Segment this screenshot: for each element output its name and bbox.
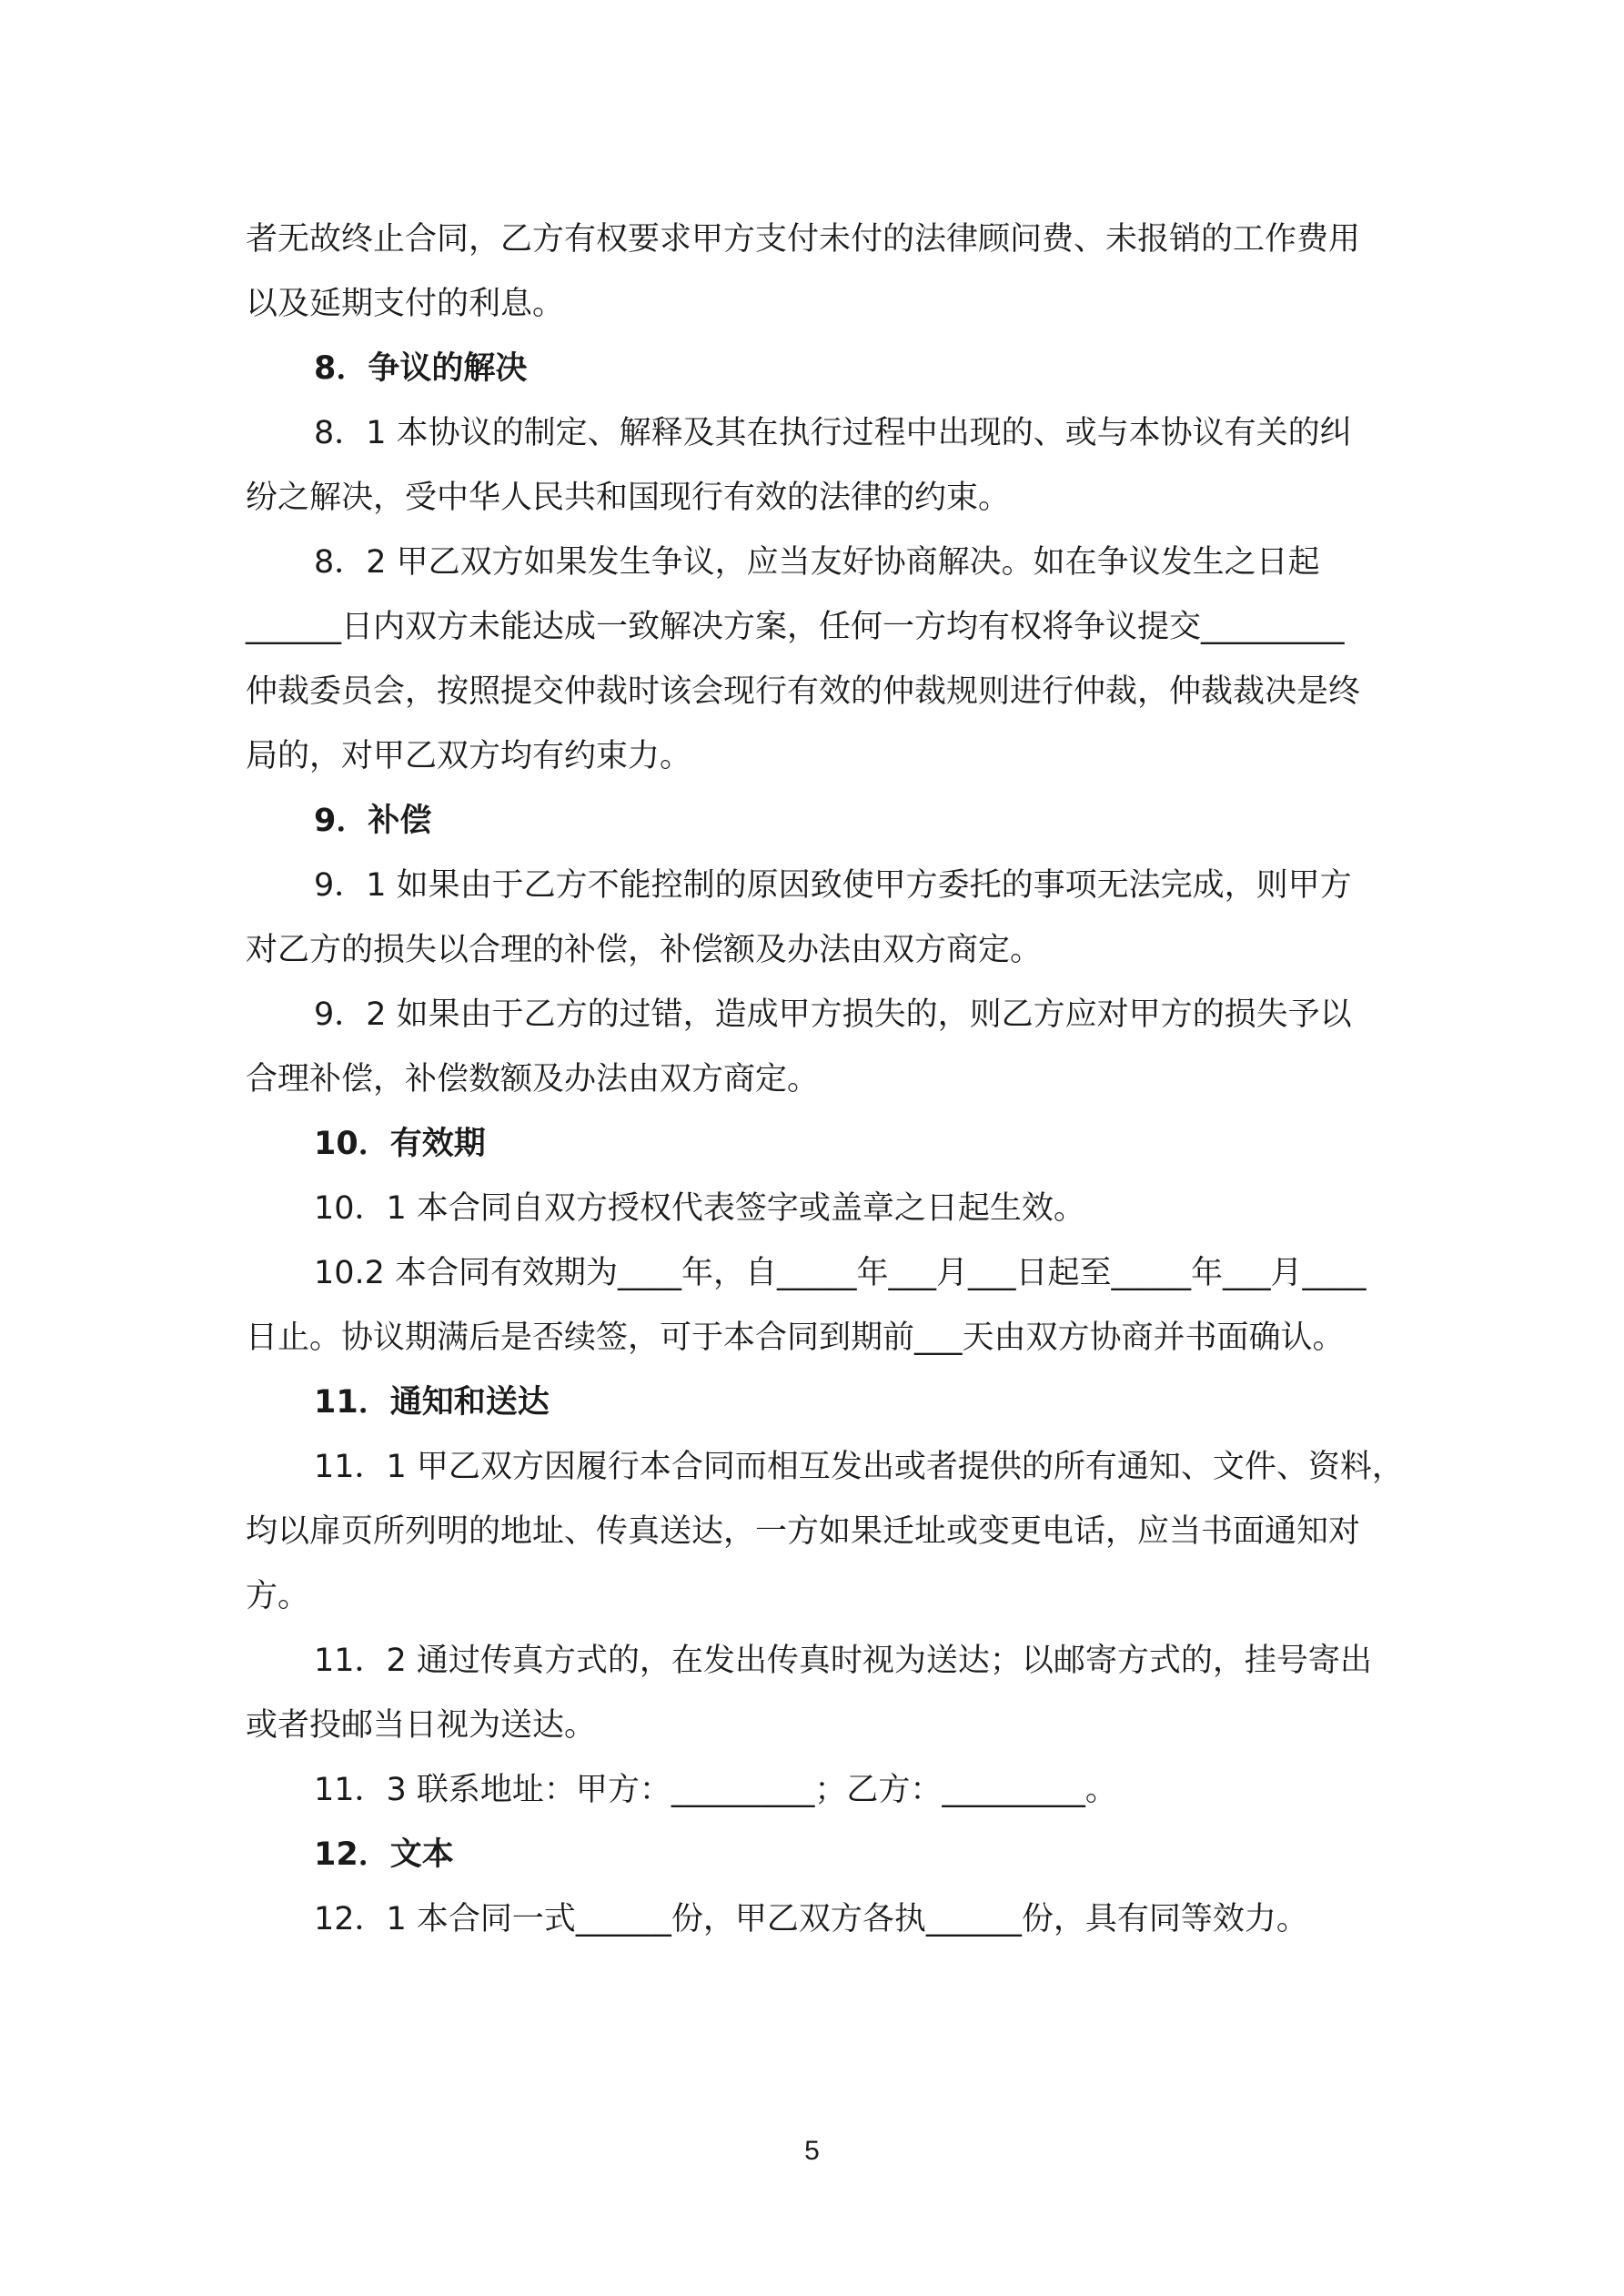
clause-text: 9．2 如果由于乙方的过错，造成甲方损失的，则乙方应对甲方的损失予以: [314, 996, 1352, 1033]
text-line: 日止。协议期满后是否续签，可于本合同到期前___天由双方协商并书面确认。: [246, 1320, 1345, 1356]
page-number: 5: [804, 2136, 820, 2166]
text-line: 或者投邮当日视为送达。: [246, 1707, 597, 1744]
clause-text: 11．2 通过传真方式的，在发出传真时视为送达；以邮寄方式的，挂号寄出: [314, 1643, 1372, 1679]
clause-text: 11．1 甲乙双方因履行本合同而相互发出或者提供的所有通知、文件、资料，: [314, 1449, 1404, 1485]
section-heading: 8．争议的解决: [314, 350, 528, 387]
clause-text: 12．1 本合同一式______份，甲乙双方各执______份，具有同等效力。: [314, 1901, 1308, 1937]
text-line: 合理补偿，补偿数额及办法由双方商定。: [246, 1061, 820, 1097]
text-line: 局的，对甲乙双方均有约束力。: [246, 738, 692, 774]
section-heading: 11．通知和送达: [314, 1384, 550, 1421]
clause-text: 8．2 甲乙双方如果发生争议，应当友好协商解决。如在争议发生之日起: [314, 544, 1320, 581]
clause-text: 9．1 如果由于乙方不能控制的原因致使甲方委托的事项无法完成，则甲方: [314, 867, 1352, 904]
text-line: ______日内双方未能达成一致解决方案，任何一方均有权将争议提交_________: [246, 609, 1345, 645]
text-line: 仲裁委员会，按照提交仲裁时该会现行有效的仲裁规则进行仲裁，仲裁裁决是终: [246, 673, 1361, 710]
clause-text: 10．1 本合同自双方授权代表签字或盖章之日起生效。: [314, 1190, 1085, 1227]
clause-text: 10.2 本合同有效期为____年，自_____年___月___日起至_____年___月____: [314, 1255, 1367, 1291]
document-body: [246, 207, 1404, 1952]
text-line: 方。: [246, 1578, 310, 1614]
section-heading: 10．有效期: [314, 1126, 486, 1162]
text-line: 者无故终止合同，乙方有权要求甲方支付未付的法律顾问费、未报销的工作费用: [246, 221, 1361, 258]
clause-text: 11．3 联系地址：甲方：_________；乙方：_________。: [314, 1772, 1117, 1808]
section-heading: 9．补偿: [314, 803, 432, 839]
text-line: 纷之解决，受中华人民共和国现行有效的法律的约束。: [246, 480, 1011, 516]
text-line: 对乙方的损失以合理的补偿，补偿额及办法由双方商定。: [246, 932, 1043, 968]
section-heading: 12．文本: [314, 1836, 454, 1873]
text-line: 均以扉页所列明的地址、传真送达，一方如果迁址或变更电话，应当书面通知对: [246, 1513, 1361, 1550]
clause-text: 8．1 本协议的制定、解释及其在执行过程中出现的、或与本协议有关的纠: [314, 415, 1352, 451]
text-line: 以及延期支付的利息。: [246, 286, 565, 322]
